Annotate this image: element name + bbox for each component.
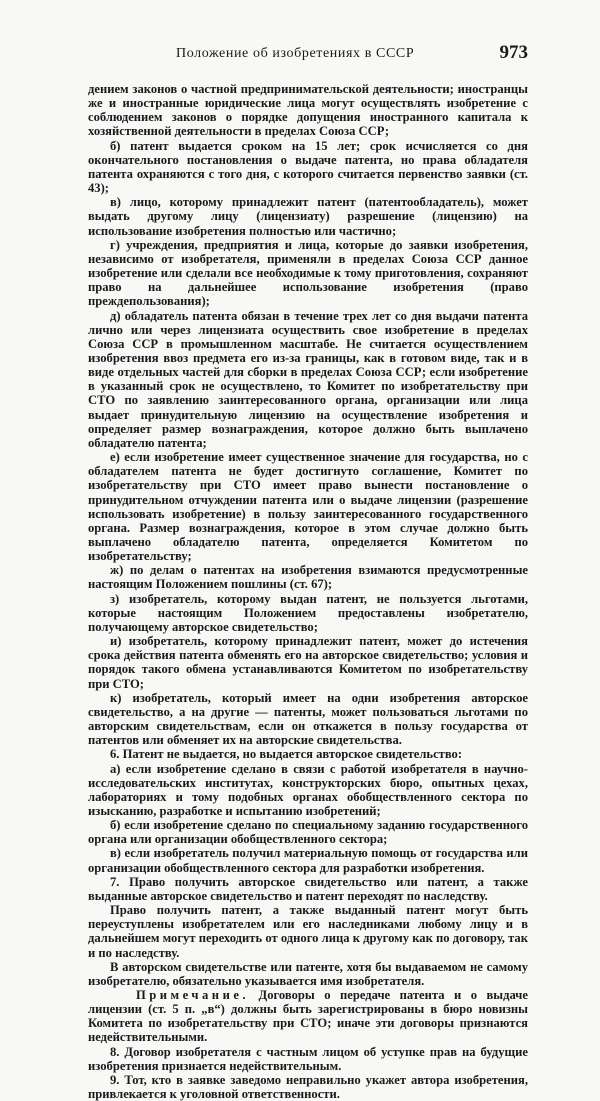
paragraph: дением законов о частной предпринимательской деятельности; иностранцы же и иностранные юридические лица могут осуществлять изобретение с соблюдением законов о порядке допущения иностранного капитала к хозяйственной деятельности в пределах Союза ССР;: [88, 82, 528, 139]
paragraph: Право получить патент, а также выданный патент могут быть переуступлены изобретателем или его наследниками любому лицу и в дальнейшем могут переходить от одного лица к другому как по договору, так и по наследству.: [88, 903, 528, 960]
paragraph: б) если изобретение сделано по специальному заданию государственного органа или организации обобществленного сектора;: [88, 818, 528, 847]
paragraph: е) если изобретение имеет существенное значение для государства, но с обладателем патента не будет достигнуто соглашение, Комитет по изобретательству при СТО имеет право вынести постановление о принудительном отчуждении патента или о выдаче лицензии (разрешение использовать изобретение) в пользу заинтересованного государственного органа. Размер вознаграждения, которое в этом случае должно быть выплачено обладателю патента, определяется Комитетом по изобретательству;: [88, 450, 528, 564]
note-text: Договоры о передаче патента и о выдаче лицензии (ст. 5 п. „в“) должны быть зарегистрированы в бюро новизны Комитета по изобретательству при СТО; иначе эти договоры признаются недействительными.: [88, 988, 528, 1045]
paragraph: б) патент выдается сроком на 15 лет; срок исчисляется со дня окончательного постановления о выдаче патента, но права обладателя патента охраняются с того дня, с которого считается первенство заявки (ст. 43);: [88, 138, 528, 196]
page-number: 973: [499, 42, 528, 63]
note: [88, 988, 528, 1045]
paragraph: ж) по делам о патентах на изобретения взимаются предусмотренные настоящим Положением пошлины (ст. 67);: [88, 563, 528, 592]
paragraph: а) если изобретение сделано в связи с работой изобретателя в научно-исследовательских институтах, конструкторских бюро, опытных цехах, лабораториях и тому подобных органах обобществленного сектора по изысканию, разработке и испытанию изобретений;: [88, 761, 528, 818]
paragraph: 8. Договор изобретателя с частным лицом об уступке прав на будущие изобретения признается недействительным.: [88, 1044, 528, 1073]
paragraph: г) учреждения, предприятия и лица, которые до заявки изобретения, независимо от изобретателя, применяли в пределах Союза ССР данное изобретение или сделали все необходимые к тому приготовления, сохраняют право на дальнейшее использование изобретения (право преждепользования);: [88, 237, 528, 309]
paragraph: в) если изобретатель получил материальную помощь от государства или организации обобществленного сектора для разработки изобретения.: [88, 846, 528, 875]
note-label: Примечание.: [136, 988, 250, 1002]
paragraph: д) обладатель патента обязан в течение трех лет со дня выдачи патента лично или через лицензиата осуществить свое изобретение в пределах Союза ССР в промышленном масштабе. Не считается осуществлением изобретения ввоз предмета его из-за границы, как в готовом виде, так и в виде отдельных частей для сборки в пределах Союза ССР; если изобретение в указанный срок не осуществлено, то Комитет по изобретательству при СТО по заявлению заинтересованного органа, организации или лица выдает принудительную лицензию на осуществление изобретения и определяет размер вознаграждения, которое должно быть выплачено обладателю патента;: [88, 308, 528, 450]
body-text: [88, 82, 528, 1101]
paragraph: к) изобретатель, который имеет на одни изобретения авторское свидетельство, а на другие — патенты, может пользоваться льготами по авторским свидетельствам, если он откажется в пользу государства от патентов или обменяет их на авторские свидетельства.: [88, 690, 528, 748]
page-header: [88, 44, 528, 64]
paragraph: 6. Патент не выдается, но выдается авторское свидетельство:: [110, 747, 463, 762]
paragraph: 7. Право получить авторское свидетельство или патент, а также выданные авторское свидетельство и патент переходят по наследству.: [88, 874, 528, 903]
paragraph: з) изобретатель, которому выдан патент, не пользуется льготами, которые настоящим Положением предоставлены изобретателю, получающему авторское свидетельство;: [88, 591, 528, 634]
paragraph: 9. Тот, кто в заявке заведомо неправильно укажет автора изобретения, привлекается к уголовной ответственности.: [88, 1072, 528, 1101]
paragraph: в) лицо, которому принадлежит патент (патентообладатель), может выдать другому лицу (лицензиату) разрешение (лицензию) на использование изобретения полностью или частично;: [88, 195, 528, 238]
paragraph: и) изобретатель, которому принадлежит патент, может до истечения срока действия патента обменять его на авторское свидетельство; условия и порядок такого обмена устанавливаются Комитетом по изобретательству при СТО;: [88, 634, 528, 691]
paragraph: В авторском свидетельстве или патенте, хотя бы выдаваемом не самому изобретателю, обязательно указывается имя изобретателя.: [88, 959, 528, 988]
running-title: Положение об изобретениях в СССР: [176, 46, 415, 61]
